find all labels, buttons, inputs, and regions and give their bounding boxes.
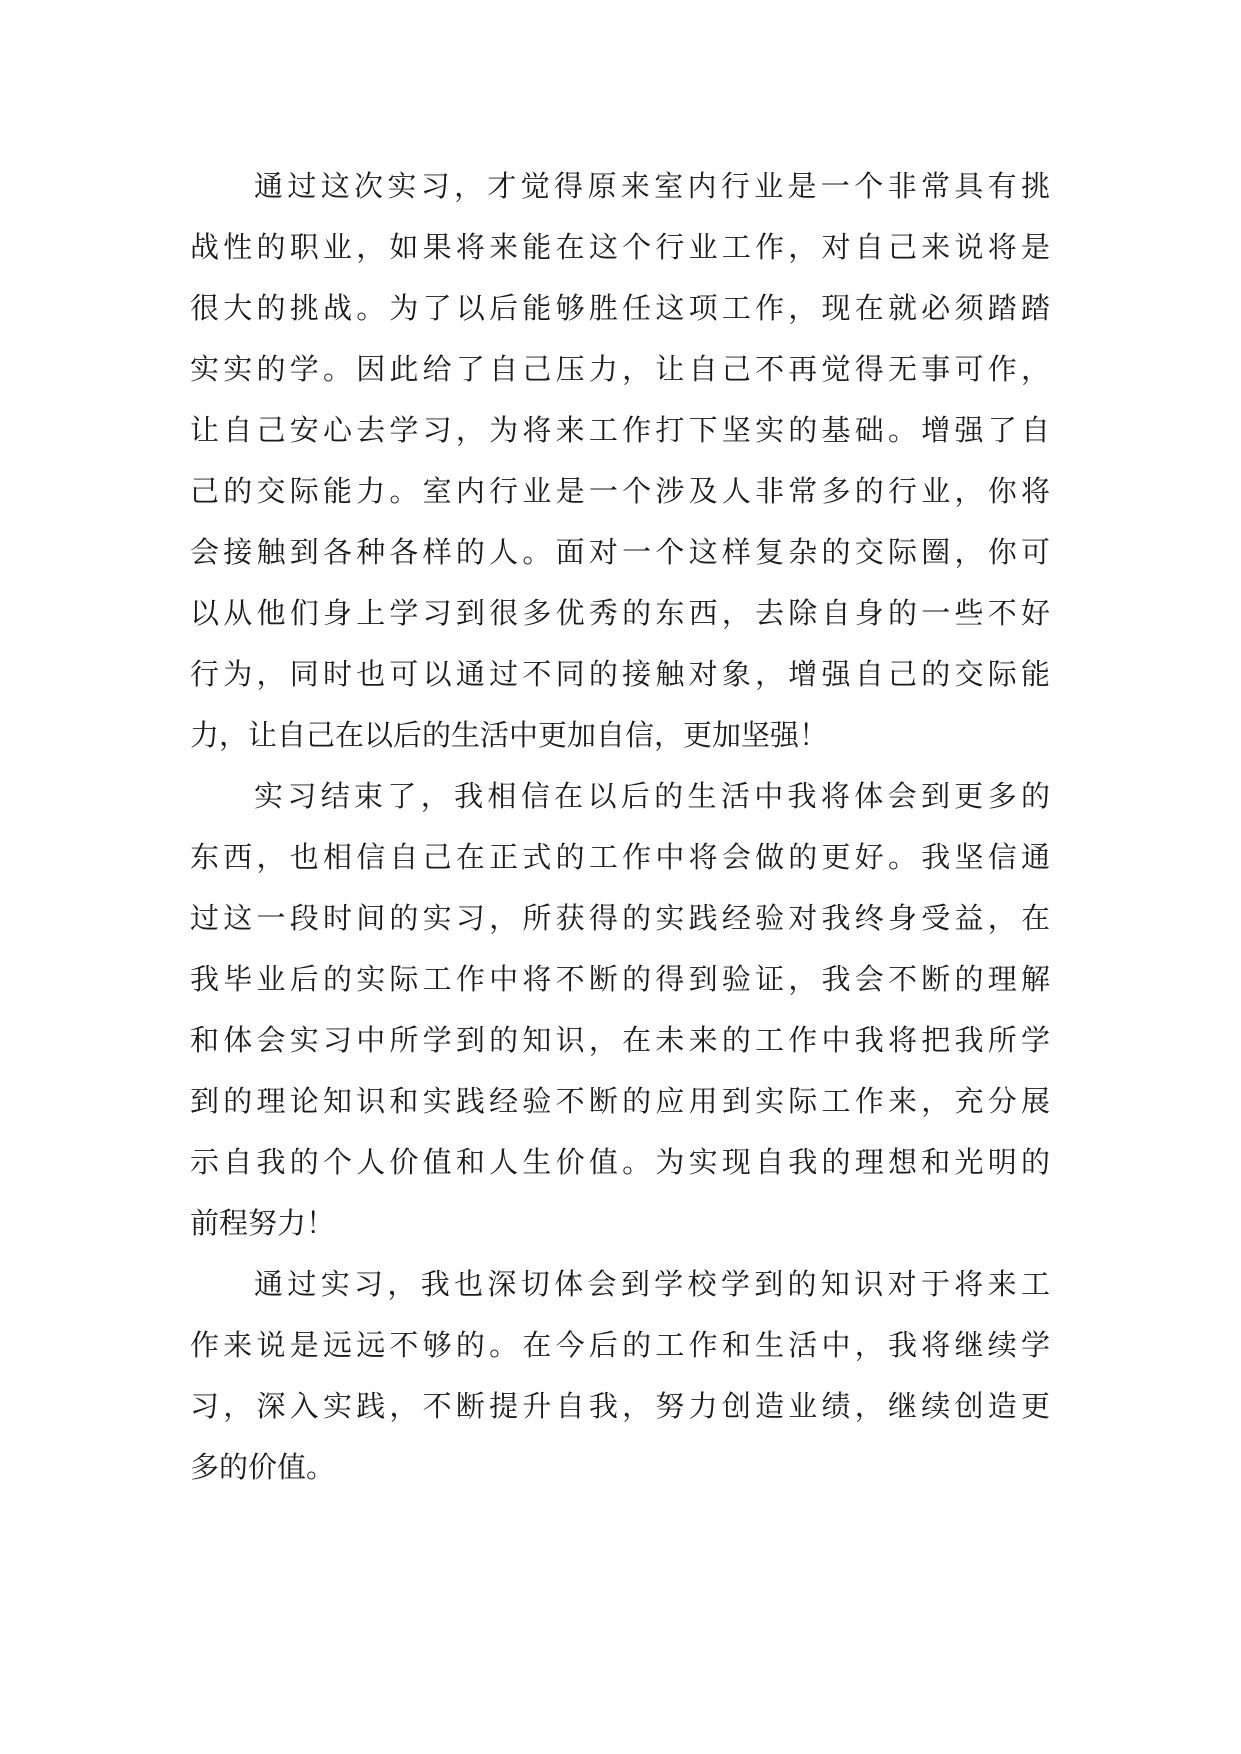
paragraph-line: 实实的学。因此给了自己压力，让自己不再觉得无事可作， <box>190 352 1050 386</box>
paragraph-line: 到的理论知识和实践经验不断的应用到实际工作来，充分展 <box>190 1084 1050 1118</box>
document-body <box>190 156 1050 1498</box>
paragraph-line: 战性的职业，如果将来能在这个行业工作，对自己来说将是 <box>190 230 1050 264</box>
paragraph-line: 东西，也相信自己在正式的工作中将会做的更好。我坚信通 <box>190 840 1050 874</box>
paragraph-line: 让自己安心去学习，为将来工作打下坚实的基础。增强了自 <box>190 413 1050 447</box>
paragraph-line: 过这一段时间的实习，所获得的实践经验对我终身受益，在 <box>190 901 1050 935</box>
paragraph-line: 实习结束了，我相信在以后的生活中我将体会到更多的 <box>254 779 1050 813</box>
paragraph-line: 很大的挑战。为了以后能够胜任这项工作，现在就必须踏踏 <box>190 291 1050 325</box>
paragraph-line: 我毕业后的实际工作中将不断的得到验证，我会不断的理解 <box>190 962 1050 996</box>
paragraph-2 <box>190 766 1050 1254</box>
paragraph-line: 多的价值。 <box>190 1450 336 1484</box>
paragraph-line: 示自我的个人价值和人生价值。为实现自我的理想和光明的 <box>190 1145 1050 1179</box>
paragraph-3 <box>190 1254 1050 1498</box>
paragraph-line: 作来说是远远不够的。在今后的工作和生活中，我将继续学 <box>190 1328 1050 1362</box>
paragraph-line: 会接触到各种各样的人。面对一个这样复杂的交际圈，你可 <box>190 535 1050 569</box>
paragraph-line: 前程努力！ <box>190 1206 336 1240</box>
paragraph-line: 力，让自己在以后的生活中更加自信，更加坚强！ <box>190 718 829 752</box>
paragraph-line: 和体会实习中所学到的知识，在未来的工作中我将把我所学 <box>190 1023 1050 1057</box>
paragraph-line: 己的交际能力。室内行业是一个涉及人非常多的行业，你将 <box>190 474 1050 508</box>
paragraph-1 <box>190 156 1050 766</box>
paragraph-line: 通过这次实习，才觉得原来室内行业是一个非常具有挑 <box>254 169 1050 203</box>
paragraph-line: 习，深入实践，不断提升自我，努力创造业绩，继续创造更 <box>190 1389 1050 1423</box>
paragraph-line: 以从他们身上学习到很多优秀的东西，去除自身的一些不好 <box>190 596 1050 630</box>
paragraph-line: 通过实习，我也深切体会到学校学到的知识对于将来工 <box>254 1267 1050 1301</box>
paragraph-line: 行为，同时也可以通过不同的接触对象，增强自己的交际能 <box>190 657 1050 691</box>
